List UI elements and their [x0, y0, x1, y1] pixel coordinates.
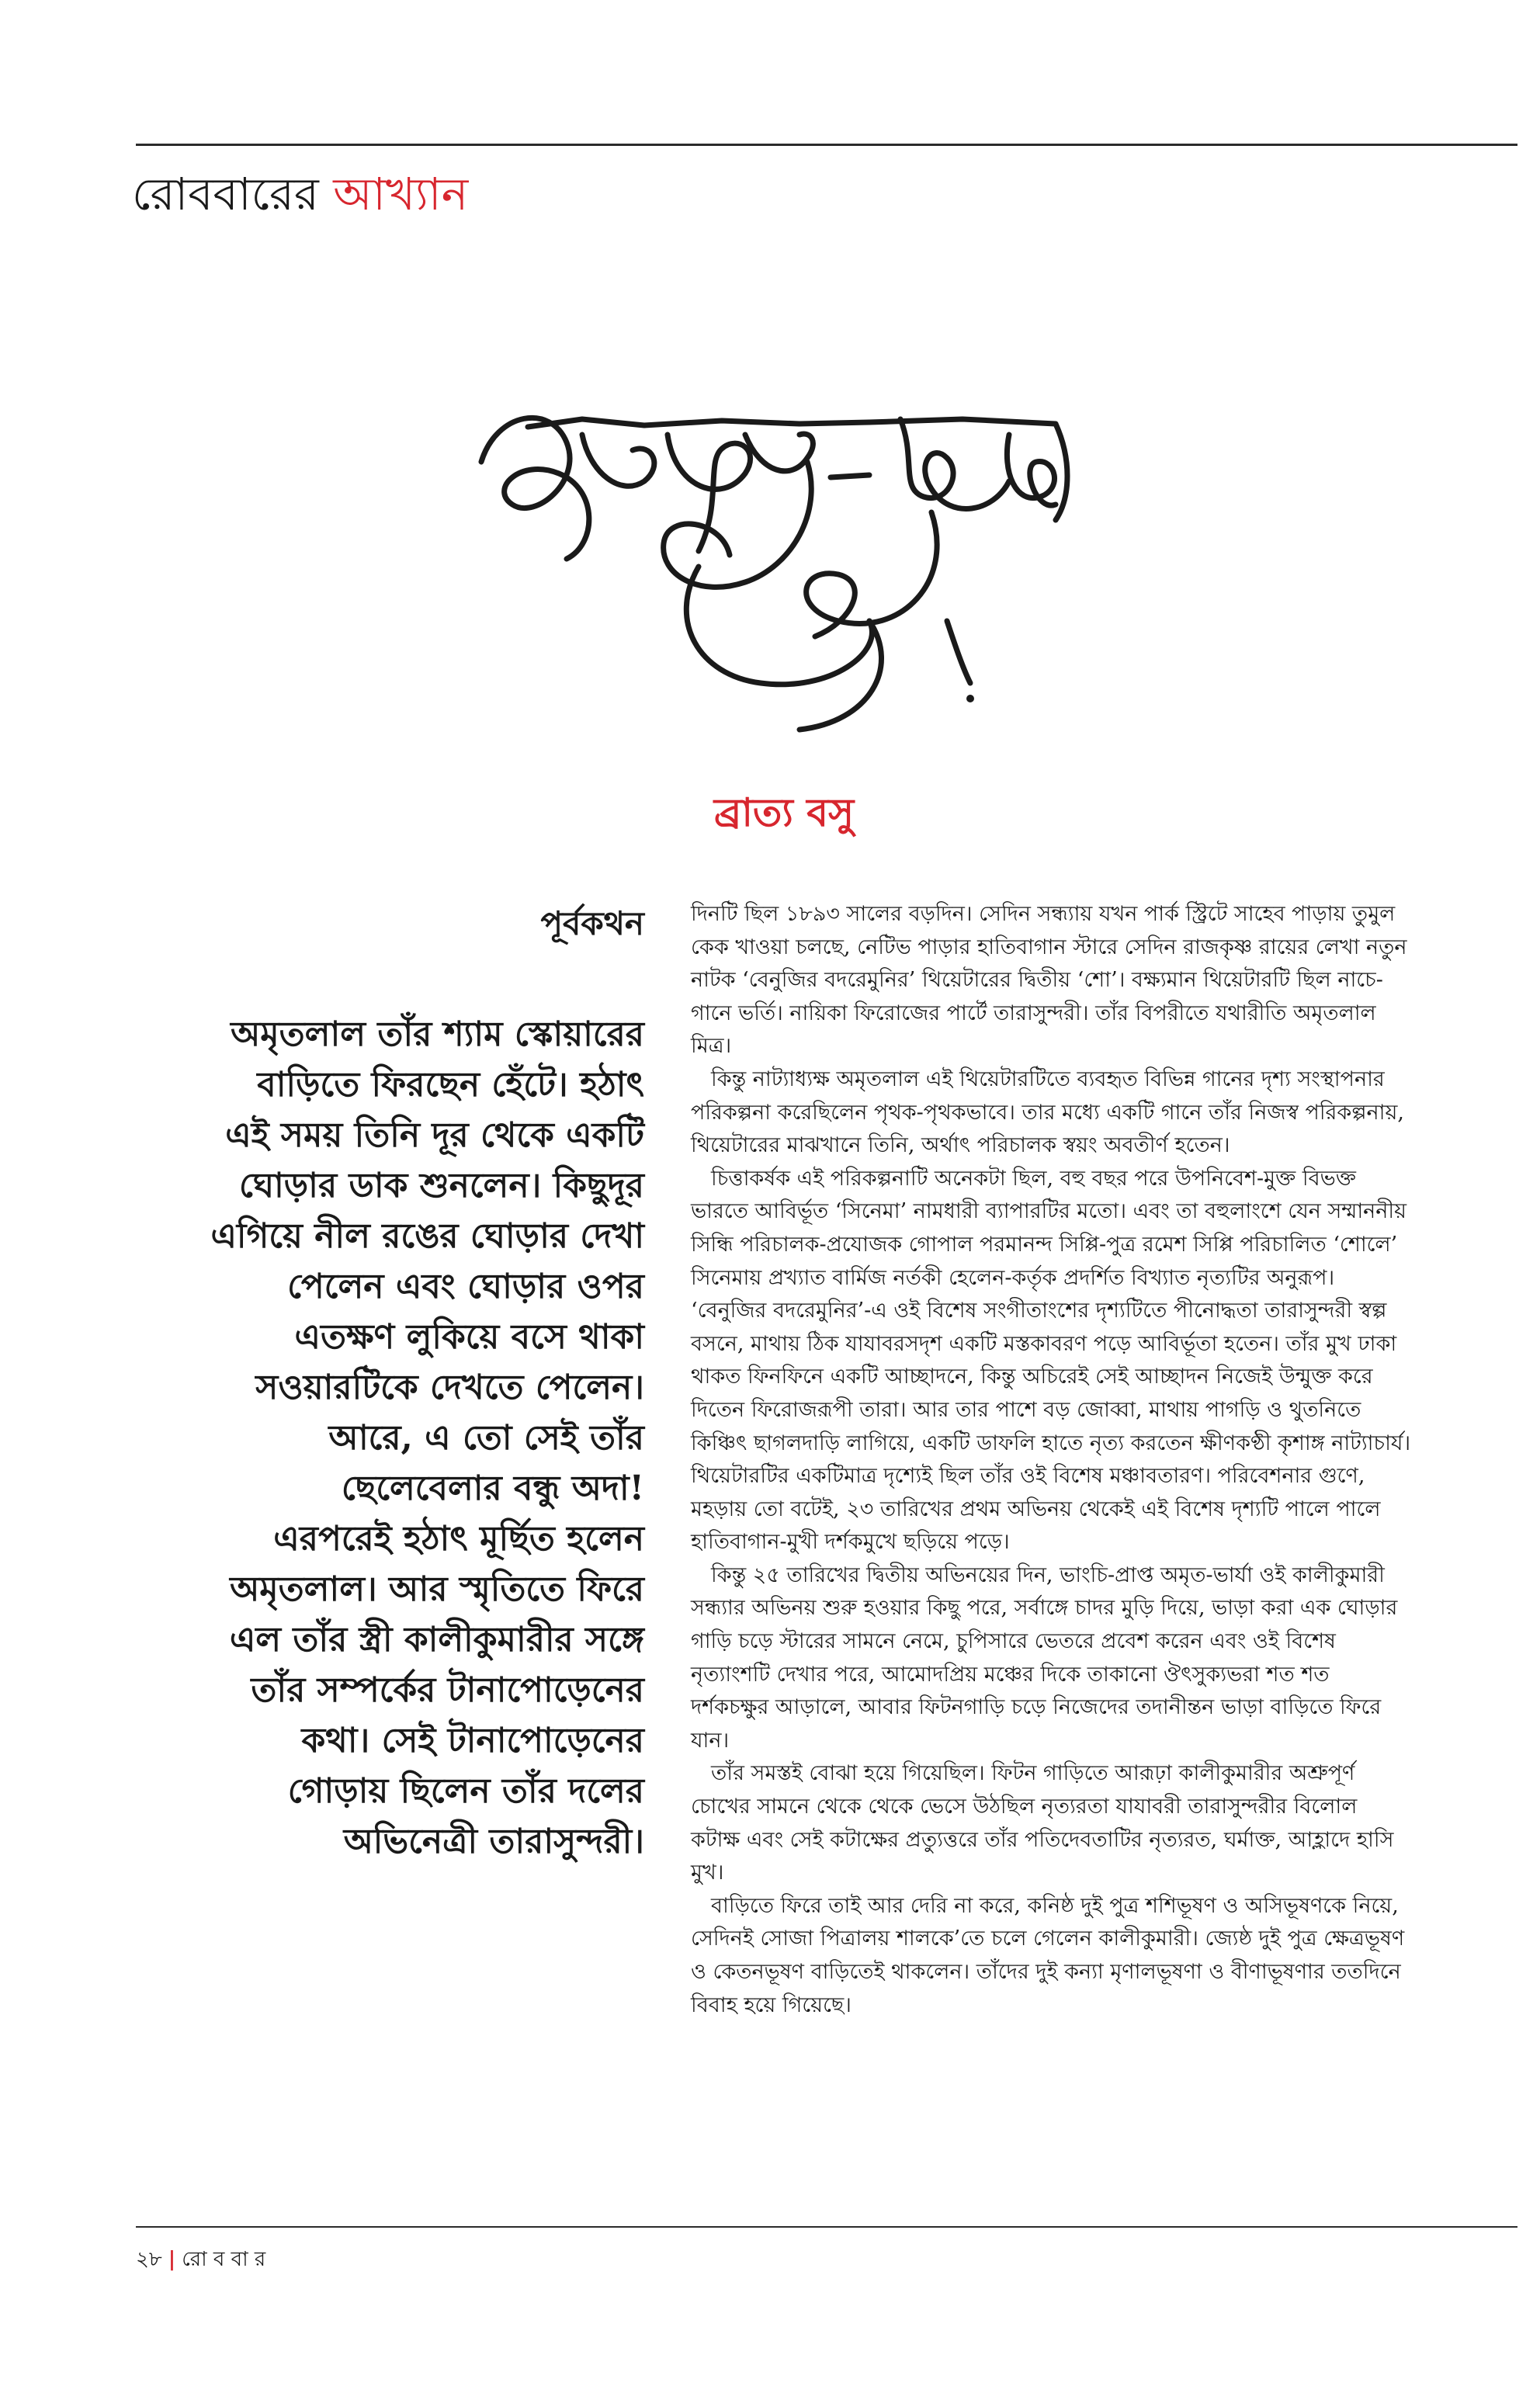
intro-line: এগিয়ে নীল রঙের ঘোড়ার দেখা: [210, 1216, 644, 1256]
body-paragraph: কিন্তু নাট্যাধ্যক্ষ অমৃতলাল এই থিয়েটারটিতে ব্যবহৃত বিভিন্ন গানের দৃশ্য সংস্থাপনার পরিকল্পনা করেছিলেন পৃথক-পৃথকভাবে। তার মধ্যে একটি গানে তাঁর নিজস্ব পরিকল্পনায়, থিয়েটারের মাঝখানে তিনি, অর্থাৎ পরিচালক স্বয়ং অবতীর্ণ হতেন।: [691, 1066, 1404, 1158]
section-header: [132, 163, 468, 225]
intro-line: ছেলেবেলার বন্ধু অদা!: [341, 1469, 644, 1508]
intro-line: আরে, এ তো সেই তাঁর: [328, 1418, 644, 1458]
intro-line: কথা। সেই টানাপোড়েনের: [301, 1721, 644, 1760]
intro-line: অভিনেত্রী তারাসুন্দরী।: [343, 1822, 644, 1861]
body-paragraph: বাড়িতে ফিরে তাই আর দেরি না করে, কনিষ্ঠ দুই পুত্র শশিভূষণ ও অসিভূষণকে নিয়ে, সেদিনই সোজা পিত্রালয় শালকে’তে চলে গেলেন কালীকুমারী। জ্যেষ্ঠ দুই পুত্র ক্ষেত্রভূষণ ও কেতনভূষণ বাড়িতেই থাকলেন। তাঁদের দুই কন্যা মৃণালভূষণা ও বীণাভূষণার ততদিনে বিবাহ হয়ে গিয়েছে।: [691, 1893, 1405, 2017]
section-label-accent: আখ্যান: [333, 168, 469, 220]
page-number: ২৮: [136, 2248, 162, 2271]
magazine-name: রো ব বা র: [182, 2248, 266, 2271]
top-rule: [136, 144, 1517, 146]
intro-line: অমৃতলাল। আর স্মৃতিতে ফিরে: [230, 1569, 644, 1609]
intro-line: পেলেন এবং ঘোড়ার ওপর: [287, 1267, 644, 1306]
intro-line: এরপরেই হঠাৎ মূর্ছিত হলেন: [273, 1519, 644, 1559]
body-paragraph: চিত্তাকর্ষক এই পরিকল্পনাটি অনেকটা ছিল, বহু বছর পরে উপনিবেশ-মুক্ত বিভক্ত ভারতে আবির্ভূত ‘সিনেমা’ নামধারী ব্যাপারটির মতো। এবং তা বহুলাংশে যেন সম্মাননীয় সিন্ধি পরিচালক-প্রযোজক গোপাল পরমানন্দ সিপ্পি-পুত্র রমেশ সিপ্পি পরিচালিত ‘শোলে’ সিনেমায় প্রখ্যাত বার্মিজ নর্তকী হেলেন-কর্তৃক প্রদর্শিত বিখ্যাত নৃত্যটির অনুরূপ। ‘বেনুজির বদরেমুনির’-এ ওই বিশেষ সংগীতাংশের দৃশ্যটিতে পীনোদ্ধতা তারাসুন্দরী স্বল্প বসনে, মাথায় ঠিক যাযাবরসদৃশ একটি মস্তকাবরণ পড়ে আবির্ভূতা হতেন। তাঁর মুখ ঢাকা থাকত ফিনফিনে একটি আচ্ছাদনে, কিন্তু অচিরেই সেই আচ্ছাদন নিজেই উন্মুক্ত করে দিতেন ফিরোজরূপী তারা। আর তার পাশে বড় জোব্বা, মাথায় পাগড়ি ও থুতনিতে কিঞ্চিৎ ছাগলদাড়ি লাগিয়ে, একটি ডাফলি হাতে নৃত্য করতেন ক্ষীণকণ্ঠী কৃশাঙ্গ নাট্যাচার্য। থিয়েটারটির একটিমাত্র দৃশ্যেই ছিল তাঁর ওই বিশেষ মঞ্চাবতারণ। পরিবেশনার গুণে, মহড়ায় তো বটেই, ২৩ তারিখের প্রথম অভিনয় থেকেই এই বিশেষ দৃশ্যটি পালে পালে হাতিবাগান-মুখী দর্শকমুখে ছড়িয়ে পড়ে।: [691, 1166, 1411, 1555]
intro-line: গোড়ায় ছিলেন তাঁর দলের: [287, 1771, 644, 1811]
intro-line: তাঁর সম্পর্কের টানাপোড়েনের: [251, 1670, 644, 1710]
body-paragraph: কিন্তু ২৫ তারিখের দ্বিতীয় অভিনয়ের দিন, ভাংচি-প্রাপ্ত অমৃত-ভার্যা ওই কালীকুমারী সন্ধ্যার অভিনয় শুরু হওয়ার কিছু পরে, সর্বাঙ্গে চাদর মুড়ি দিয়ে, ভাড়া করা এক ঘোড়ার গাড়ি চড়ে স্টারের সামনে নেমে, চুপিসারে ভেতরে প্রবেশ করেন এবং ওই বিশেষ নৃত্যাংশটি দেখার পরে, আমোদপ্রিয় মঞ্চের দিকে তাকানো ঔৎসুক্যভরা শত শত দর্শকচক্ষুর আড়ালে, আবার ফিটনগাড়ি চড়ে নিজেদের তদানীন্তন ভাড়া বাড়িতে ফিরে যান।: [691, 1562, 1398, 1753]
body-paragraph: দিনটি ছিল ১৮৯৩ সালের বড়দিন। সেদিন সন্ধ্যায় যখন পার্ক স্ট্রিটে সাহেব পাড়ায় তুমুল কেক খাওয়া চলছে, নেটিভ পাড়ার হাতিবাগান স্টারে সেদিন রাজকৃষ্ণ রায়ের লেখা নতুন নাটক ‘বেনুজির বদরেমুনির’ থিয়েটারের দ্বিতীয় ‘শো’। বক্ষ্যমান থিয়েটারটি ছিল নাচে-গানে ভর্তি। নায়িকা ফিরোজের পার্টে তারাসুন্দরী। তাঁর বিপরীতে যথারীতি অমৃতলাল মিত্র।: [691, 902, 1407, 1059]
page-footer: [136, 2246, 265, 2273]
footer-separator: |: [168, 2248, 176, 2271]
article-body: [691, 898, 1413, 2022]
calligraphic-title: [466, 388, 1133, 737]
intro-line: অমৃতলাল তাঁর শ্যাম স্কোয়ারের: [231, 1014, 644, 1054]
intro-line: ঘোড়ার ডাক শুনলেন। কিছুদূর: [238, 1166, 644, 1205]
bottom-rule: [136, 2226, 1517, 2228]
intro-line: এল তাঁর স্ত্রী কালীকুমারীর সঙ্গে: [229, 1620, 644, 1659]
section-label: রোববারের: [132, 168, 334, 220]
intro-line: এতক্ষণ লুকিয়ে বসে থাকা: [294, 1317, 644, 1357]
body-paragraph: তাঁর সমস্তই বোঝা হয়ে গিয়েছিল। ফিটন গাড়িতে আরূঢ়া কালীকুমারীর অশ্রুপূর্ণ চোখের সামনে থেকে থেকে ভেসে উঠছিল নৃত্যরতা যাযাবরী তারাসুন্দরীর বিলোল কটাক্ষ এবং সেই কটাক্ষের প্রত্যুত্তরে তাঁর পতিদেবতাটির নৃত্যরত, ঘর্মাক্ত, আহ্লাদে হাসি মুখ।: [691, 1761, 1394, 1885]
author-name: ব্রাত্য বসু: [713, 789, 855, 835]
intro-line: বাড়িতে ফিরছেন হেঁটে। হঠাৎ: [257, 1065, 644, 1105]
intro-line: সওয়ারটিকে দেখতে পেলেন।: [255, 1368, 644, 1407]
intro-summary: [155, 1009, 644, 1867]
intro-heading: পূর্বকথন: [540, 904, 644, 942]
intro-line: এই সময় তিনি দূর থেকে একটি: [225, 1115, 644, 1155]
calligraphy-image: [466, 388, 1133, 737]
